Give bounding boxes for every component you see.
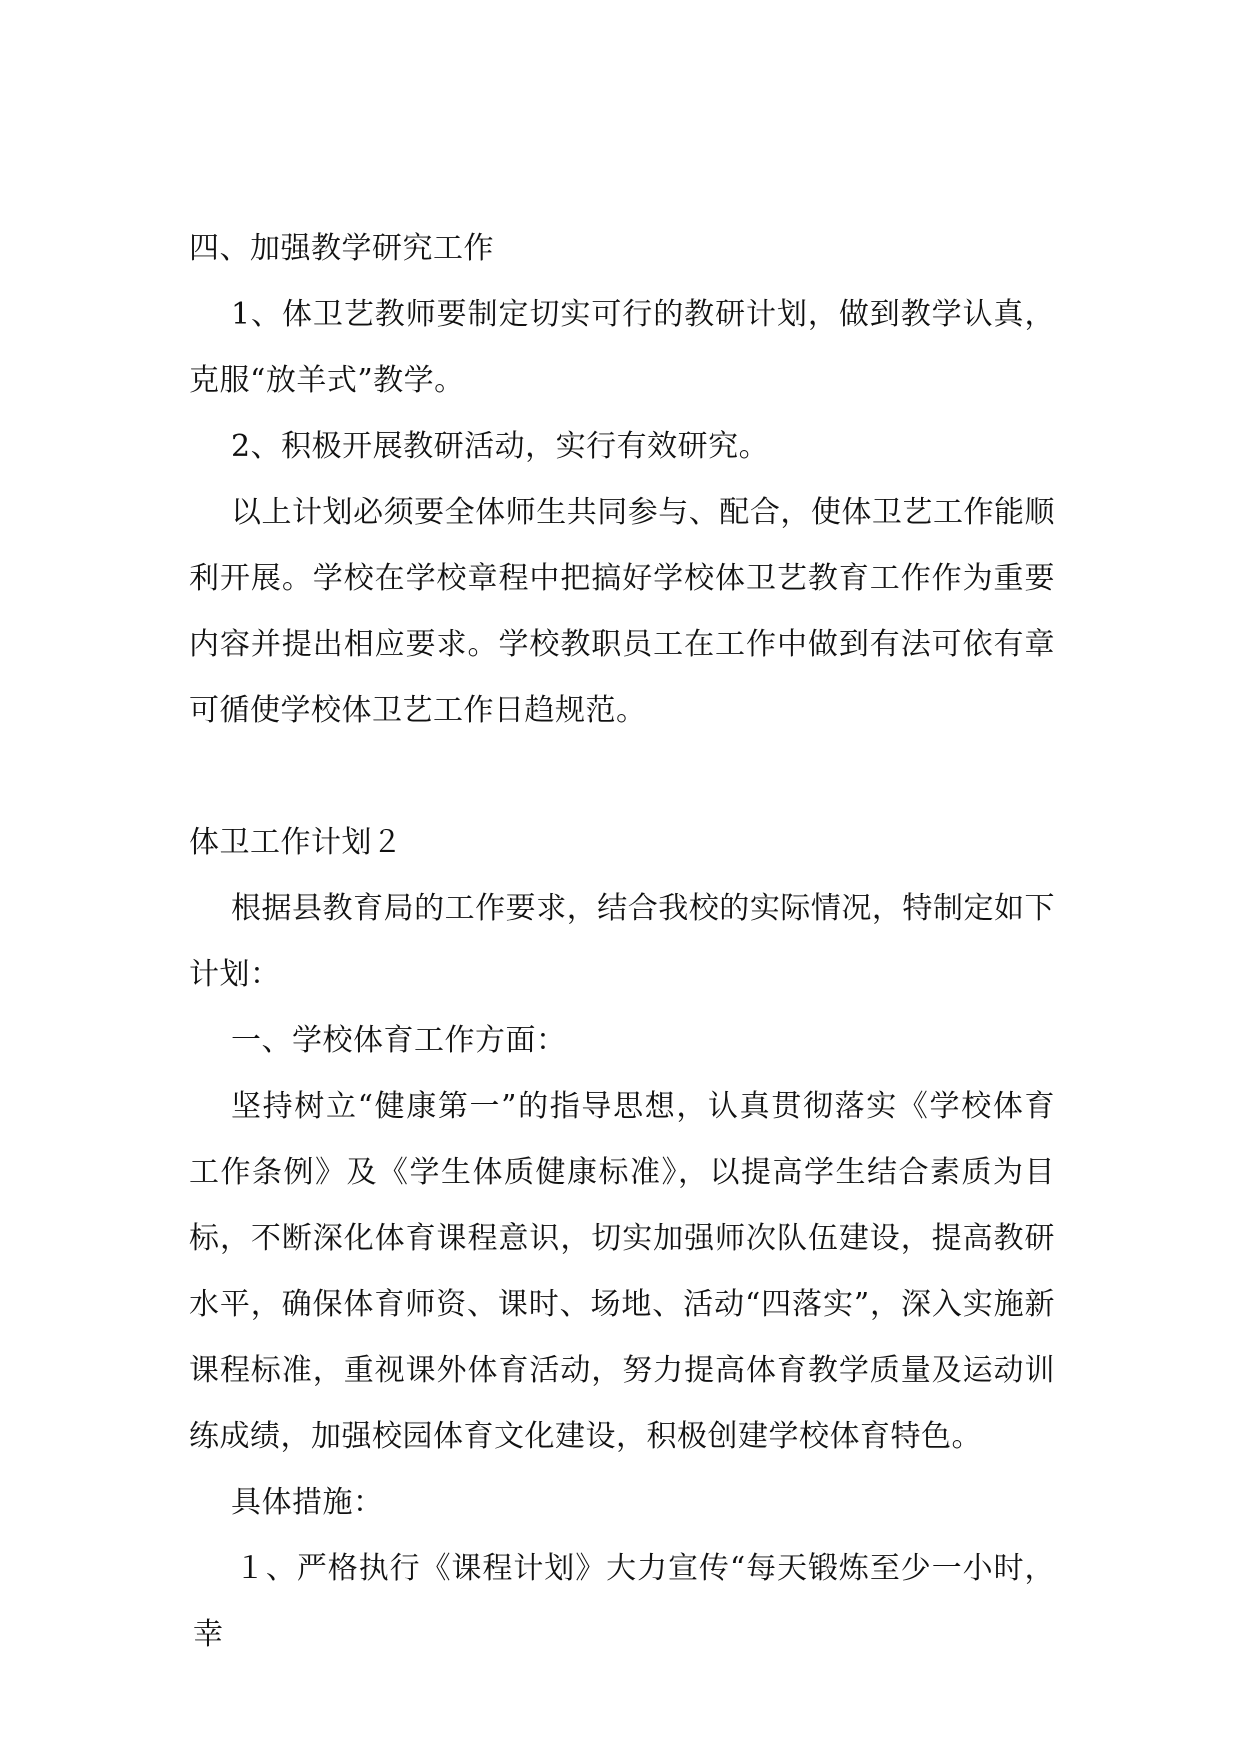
- section-heading: 四、加强教学研究工作: [189, 231, 494, 266]
- section-spacer: [189, 744, 1055, 810]
- measure-item-1: １、严格执行《课程计划》大力宣传“每天锻炼至少一小时，幸: [193, 1551, 1055, 1652]
- paragraph-item-1: 1、体卫艺教师要制定切实可行的教研计划，做到教学认真，克服“放羊式”教学。: [189, 297, 1055, 398]
- sub-heading: 一、学校体育工作方面：: [231, 1023, 567, 1058]
- paragraph-intro: 根据县教育局的工作要求，结合我校的实际情况，特制定如下计划：: [189, 891, 1055, 992]
- paragraph-conclusion: 以上计划必须要全体师生共同参与、配合，使体卫艺工作能顺利开展。学校在学校章程中把搞好学校体卫艺教育工作作为重要内容并提出相应要求。学校教职员工在工作中做到有法可依有章可循使学校体卫艺工作日趋规范。: [189, 495, 1055, 728]
- plan-title: 体卫工作计划２: [189, 825, 403, 860]
- measures-label: 具体措施：: [231, 1485, 384, 1520]
- paragraph-item-2: 2、积极开展教研活动，实行有效研究。: [231, 429, 770, 464]
- document-body: [189, 216, 1055, 1668]
- paragraph-body: 坚持树立“健康第一”的指导思想，认真贯彻落实《学校体育工作条例》及《学生体质健康标准》，以提高学生结合素质为目标，不断深化体育课程意识，切实加强师次队伍建设，提高教研水平，确保体育师资、课时、场地、活动“四落实”，深入实施新课程标准，重视课外体育活动，努力提高体育教学质量及运动训练成绩，加强校园体育文化建设，积极创建学校体育特色。: [189, 1089, 1055, 1454]
